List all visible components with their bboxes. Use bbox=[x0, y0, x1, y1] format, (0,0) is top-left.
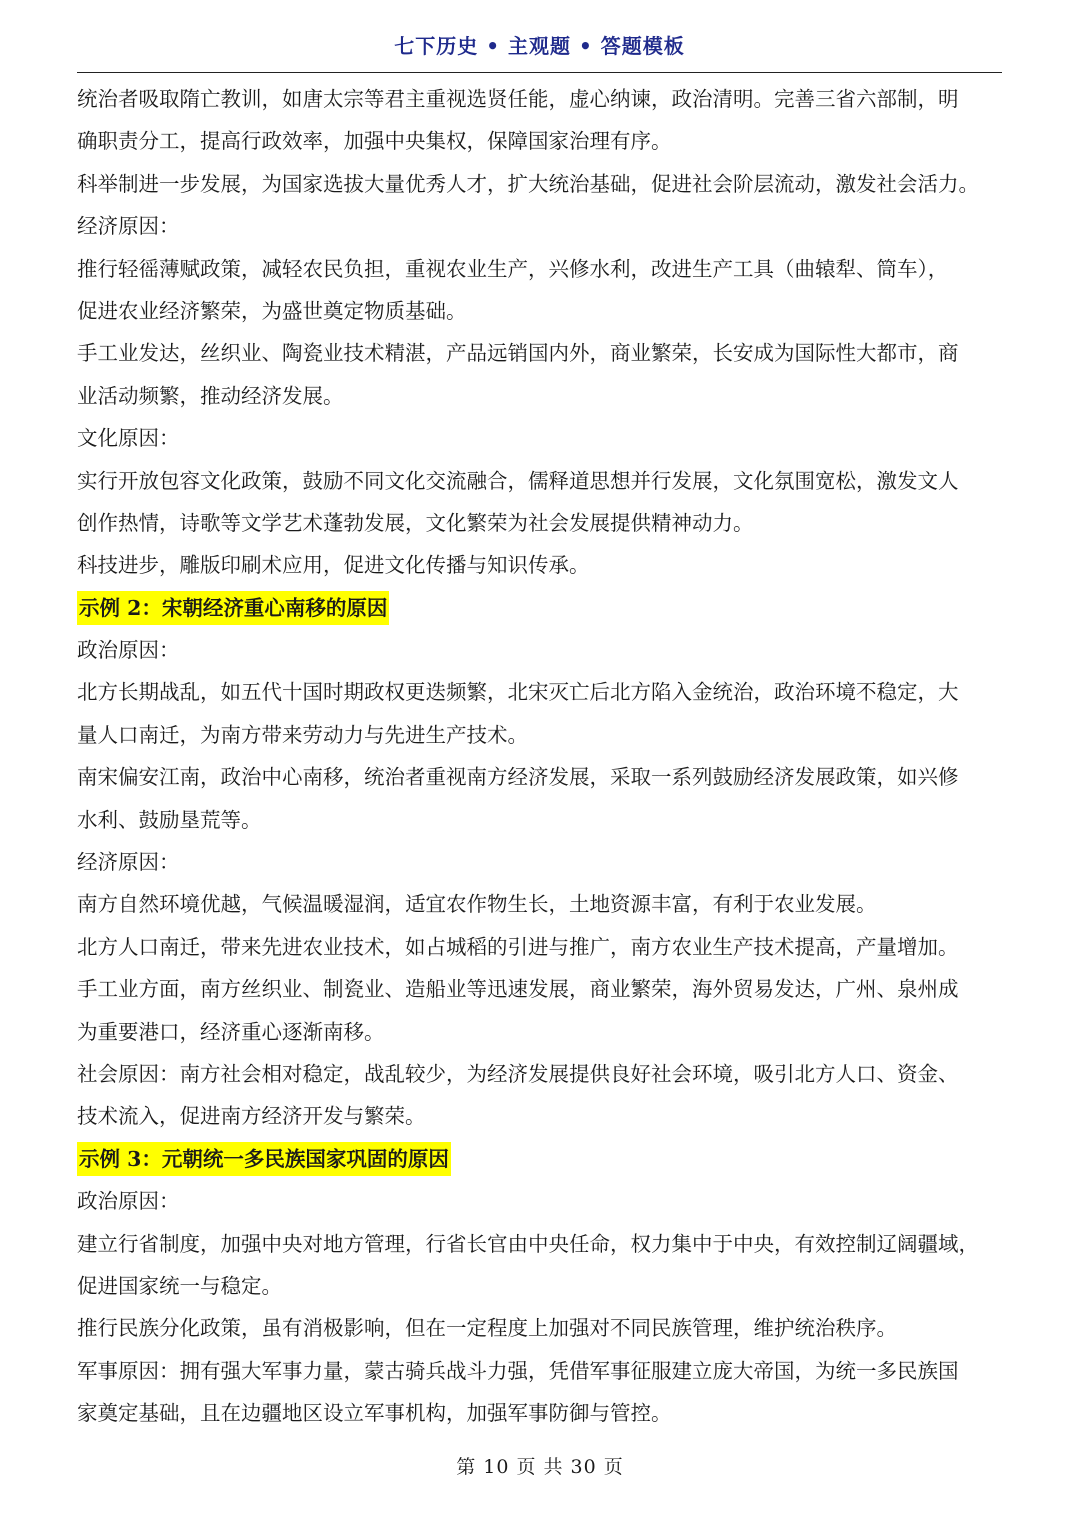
text-line: 水利、鼓励垦荒等。 bbox=[77, 807, 262, 832]
text-line: 经济原因： bbox=[77, 850, 180, 875]
text-line: 政治原因： bbox=[77, 1189, 180, 1214]
text-line: 量人口南迁，为南方带来劳动力与先进生产技术。 bbox=[77, 722, 528, 747]
page-header bbox=[77, 28, 1002, 73]
text-line: 促进农业经济繁荣，为盛世奠定物质基础。 bbox=[77, 298, 467, 323]
text-line: 确职责分工，提高行政效率，加强中央集权，保障国家治理有序。 bbox=[77, 129, 672, 154]
text-line: 经济原因： bbox=[77, 214, 180, 239]
text-line: 促进国家统一与稳定。 bbox=[77, 1273, 282, 1298]
page-title: 七下历史 • 主观题 • 答题模板 bbox=[394, 34, 685, 58]
text-line: 北方长期战乱，如五代十国时期政权更迭频繁，北宋灭亡后北方陷入金统治，政治环境不稳定，大 bbox=[77, 680, 959, 705]
text-line: 北方人口南迁，带来先进农业技术，如占城稻的引进与推广，南方农业生产技术提高，产量增加。 bbox=[77, 934, 959, 959]
text-line: 手工业方面，南方丝织业、制瓷业、造船业等迅速发展，商业繁荣，海外贸易发达，广州、泉州成 bbox=[77, 977, 959, 1002]
text-line: 政治原因： bbox=[77, 638, 180, 663]
text-line: 南宋偏安江南，政治中心南移，统治者重视南方经济发展，采取一系列鼓励经济发展政策，如兴修 bbox=[77, 765, 959, 790]
text-line: 实行开放包容文化政策，鼓励不同文化交流融合，儒释道思想并行发展，文化氛围宽松，激发文人 bbox=[77, 468, 959, 493]
text-line: 文化原因： bbox=[77, 426, 180, 451]
text-line: 南方自然环境优越，气候温暖湿润，适宜农作物生长，土地资源丰富，有利于农业发展。 bbox=[77, 892, 877, 917]
highlighted-heading-text: 示例 3：元朝统一多民族国家巩固的原因 bbox=[77, 1142, 451, 1176]
text-line: 创作热情，诗歌等文学艺术蓬勃发展，文化繁荣为社会发展提供精神动力。 bbox=[77, 510, 754, 535]
text-line: 推行民族分化政策，虽有消极影响，但在一定程度上加强对不同民族管理，维护统治秩序。 bbox=[77, 1316, 897, 1341]
text-line: 军事原因：拥有强大军事力量，蒙古骑兵战斗力强，凭借军事征服建立庞大帝国，为统一多民族国 bbox=[77, 1358, 959, 1383]
text-line: 科技进步，雕版印刷术应用，促进文化传播与知识传承。 bbox=[77, 553, 590, 578]
document-body bbox=[77, 78, 1007, 1435]
text-line: 业活动频繁，推动经济发展。 bbox=[77, 383, 344, 408]
text-line: 科举制进一步发展，为国家选拔大量优秀人才，扩大统治基础，促进社会阶层流动，激发社会活力。 bbox=[77, 171, 979, 196]
page-number: 第 10 页 共 30 页 bbox=[456, 1456, 624, 1478]
section-heading bbox=[77, 1138, 1007, 1180]
text-line: 建立行省制度，加强中央对地方管理，行省长官由中央任命，权力集中于中央，有效控制辽阔疆域， bbox=[77, 1231, 979, 1256]
text-line: 家奠定基础，且在边疆地区设立军事机构，加强军事防御与管控。 bbox=[77, 1401, 672, 1426]
highlighted-heading-text: 示例 2：宋朝经济重心南移的原因 bbox=[77, 591, 389, 625]
text-line: 为重要港口，经济重心逐渐南移。 bbox=[77, 1019, 385, 1044]
text-line: 统治者吸取隋亡教训，如唐太宗等君主重视选贤任能，虚心纳谏，政治清明。完善三省六部制，明 bbox=[77, 87, 959, 111]
section-heading bbox=[77, 587, 1007, 629]
text-line: 社会原因：南方社会相对稳定，战乱较少，为经济发展提供良好社会环境，吸引北方人口、资金、 bbox=[77, 1061, 959, 1086]
text-line: 手工业发达，丝织业、陶瓷业技术精湛，产品远销国内外，商业繁荣，长安成为国际性大都市，商 bbox=[77, 341, 959, 366]
text-line: 推行轻徭薄赋政策，减轻农民负担，重视农业生产，兴修水利，改进生产工具（曲辕犁、筒车）， bbox=[77, 256, 949, 281]
text-line: 技术流入，促进南方经济开发与繁荣。 bbox=[77, 1104, 426, 1129]
